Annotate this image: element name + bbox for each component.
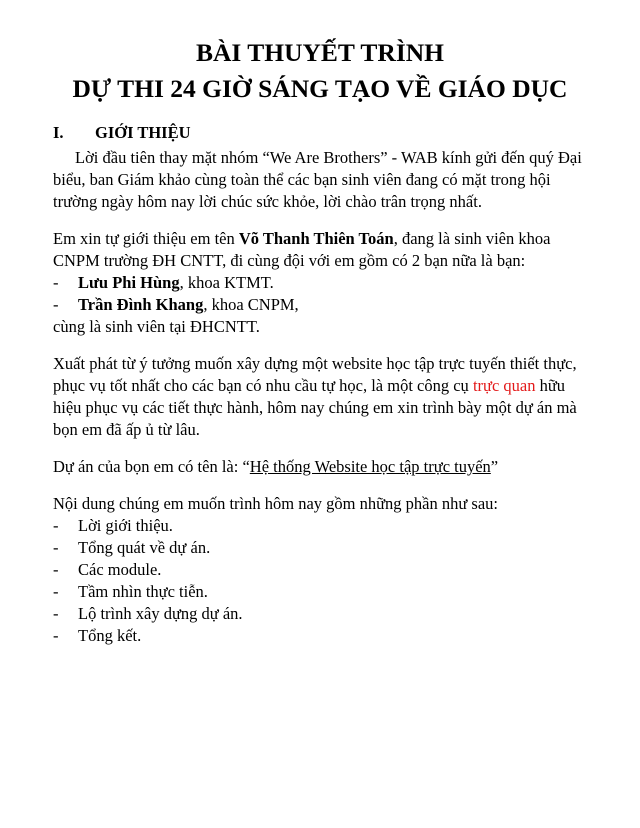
idea-line-2-post: hữu bbox=[535, 376, 566, 395]
content-item: Các module. bbox=[78, 560, 162, 579]
member-2-name: Trần Đình Khang bbox=[78, 295, 204, 314]
content-item-dash: - bbox=[53, 560, 59, 579]
content-item: Tổng kết. bbox=[78, 626, 142, 645]
content-intro: Nội dung chúng em muốn trình hôm nay gồm những phần như sau: bbox=[53, 494, 499, 513]
idea-line-3: hiệu phục vụ các tiết thực hành, hôm nay chúng em xin trình bày một dự án mà bbox=[53, 398, 577, 417]
project-name: Hệ thống Website học tập trực tuyến bbox=[249, 457, 491, 476]
idea-line-2 bbox=[53, 376, 565, 396]
self-intro-line-1 bbox=[53, 229, 550, 249]
idea-line-2-pre: phục vụ tốt nhất cho các bạn có nhu cầu tự học, là một công cụ bbox=[53, 376, 473, 395]
member-2 bbox=[78, 295, 299, 315]
content-item-dash: - bbox=[53, 582, 59, 601]
title-line-1: BÀI THUYẾT TRÌNH bbox=[195, 38, 444, 67]
self-intro-line-2: CNPM trường ĐH CNTT, đi cùng đội với em gồm có 2 bạn nữa là bạn: bbox=[53, 251, 526, 270]
member-1 bbox=[78, 273, 274, 293]
content-item-dash: - bbox=[53, 538, 59, 557]
intro-line-3: trường ngày hôm nay lời chúc sức khỏe, lời chào trân trọng nhất. bbox=[53, 192, 482, 211]
section-heading bbox=[53, 123, 64, 143]
idea-line-1: Xuất phát từ ý tưởng muốn xây dựng một website học tập trực tuyến thiết thực, bbox=[53, 354, 577, 373]
project-name-line bbox=[53, 457, 498, 477]
content-item-dash: - bbox=[53, 604, 59, 623]
content-item: Lời giới thiệu. bbox=[78, 516, 173, 535]
content-item: Lộ trình xây dựng dự án. bbox=[78, 604, 243, 623]
project-pre: Dự án của bọn em có tên là: “ bbox=[53, 457, 250, 476]
highlight-text: trực quan bbox=[472, 376, 536, 395]
title-line-2: DỰ THI 24 GIỜ SÁNG TẠO VỀ GIÁO DỤC bbox=[72, 74, 568, 103]
member-1-dash: - bbox=[53, 273, 59, 292]
self-intro-pre: Em xin tự giới thiệu em tên bbox=[53, 229, 239, 248]
member-2-faculty: , khoa CNPM, bbox=[203, 295, 299, 314]
member-1-name: Lưu Phi Hùng bbox=[78, 273, 180, 292]
idea-line-4: bọn em đã ấp ủ từ lâu. bbox=[53, 420, 200, 439]
content-item-dash: - bbox=[53, 516, 59, 535]
project-post: ” bbox=[490, 457, 499, 476]
presenter-name: Võ Thanh Thiên Toán bbox=[238, 229, 394, 248]
self-intro-line-5: cùng là sinh viên tại ĐHCNTT. bbox=[53, 317, 260, 336]
self-intro-post: , đang là sinh viên khoa bbox=[393, 229, 551, 248]
section-number: I. bbox=[53, 123, 64, 142]
section-title: GIỚI THIỆU bbox=[95, 123, 191, 142]
intro-line-1: Lời đầu tiên thay mặt nhóm “We Are Brothers” - WAB kính gửi đến quý Đại bbox=[75, 148, 582, 167]
intro-line-2: biểu, ban Giám khảo cùng toàn thể các bạn sinh viên đang có mặt trong hội bbox=[53, 170, 551, 189]
member-2-dash: - bbox=[53, 295, 59, 314]
content-item: Tổng quát về dự án. bbox=[78, 538, 211, 557]
content-item-dash: - bbox=[53, 626, 59, 645]
member-1-faculty: , khoa KTMT. bbox=[179, 273, 274, 292]
content-item: Tầm nhìn thực tiễn. bbox=[78, 582, 208, 601]
